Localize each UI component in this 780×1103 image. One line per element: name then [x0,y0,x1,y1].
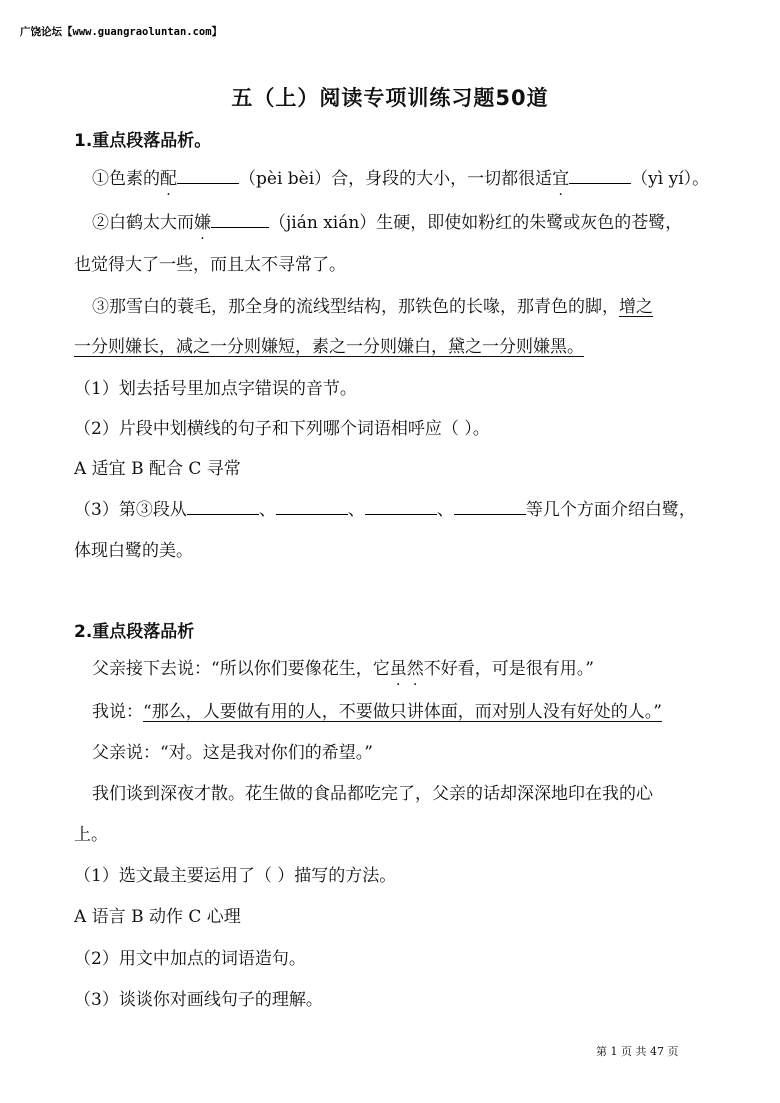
s1-p2-text-b: （jián xián）生硬，即使如粉红的朱鹭或灰色的苍鹭， [269,213,683,233]
s1-p3-text-a: ③那雪白的蓑毛，那全身的流线型结构，那铁色的长喙，那青色的脚， [92,297,619,317]
s2-p2-text-a: 我说： [92,702,143,722]
s1-question3 [74,495,710,520]
s1-p2-continued: 也觉得大了一些，而且太不寻常了。 [74,255,346,275]
separator: 、 [258,500,276,520]
answer-blank[interactable] [276,500,348,515]
s1-p1-text-c: （yì yí）。 [631,169,710,189]
s2-p1-text-a: 父亲接下去说：“所以你们要像花生，它 [92,659,390,679]
s2-paragraph3: 父亲说：“对。这是我对你们的希望。” [92,743,373,763]
underlined-sentence: “那么，人要做有用的人，不要做只讲体面，而对别人没有好处的人。” [143,702,662,722]
s2-paragraph4: 我们谈到深夜才散。花生做的食品都吃完了，父亲的话却深深地印在我的心 [92,784,653,804]
s1-p1-text-a: ①色素的 [92,169,160,189]
s1-paragraph1 [92,164,728,189]
s2-p1-text-b: 不好看，可是很有用。” [423,659,594,679]
s1-q3-text-b: 等几个方面介绍白鹭， [525,500,696,520]
s1-p1-text-b: （pèi bèi）合，身段的大小，一切都很适 [239,169,553,189]
s2-question1: （1）选文最主要运用了（ ）描写的方法。 [74,866,397,886]
s2-options: A 语言 B 动作 C 心理 [74,907,241,927]
s1-paragraph2 [92,208,728,233]
answer-blank[interactable] [365,500,437,515]
s1-question2: （2）片段中划横线的句子和下列哪个词语相呼应（ ）。 [74,419,490,439]
answer-blank[interactable] [569,169,631,184]
page-number: 第 1 页 共 47 页 [596,1045,679,1058]
separator: 、 [347,500,365,520]
s1-q3-text-a: （3）第③段从 [74,500,187,520]
page-title: 五（上）阅读专项训练习题50道 [231,86,549,110]
s1-paragraph3 [92,292,728,317]
dotted-char-ran: 然 [406,659,424,679]
dotted-char-pei: 配 [160,169,177,189]
answer-blank[interactable] [454,500,526,515]
section1-heading: 1.重点段落品析。 [74,131,212,151]
answer-blank[interactable] [187,500,259,515]
s2-paragraph2 [92,697,728,722]
s2-paragraph1 [92,654,728,679]
dotted-char-yi: 宜 [552,169,570,189]
dotted-char-xian: 嫌 [194,213,211,233]
answer-blank[interactable] [177,169,239,184]
s1-p3-continued [74,332,710,357]
s1-q3-continued: 体现白鹭的美。 [74,541,193,561]
s2-question3: （3）谈谈你对画线句子的理解。 [74,990,323,1010]
site-header: 广饶论坛【www.guangraoluntan.com】 [20,26,223,38]
section2-heading: 2.重点段落品析 [74,622,195,642]
s1-options: A 适宜 B 配合 C 寻常 [74,459,241,479]
answer-blank[interactable] [211,213,269,228]
separator: 、 [436,500,454,520]
s2-question2: （2）用文中加点的词语造句。 [74,949,306,969]
s2-p4-continued: 上。 [74,825,108,845]
s1-question1: （1）划去括号里加点字错误的音节。 [74,379,357,399]
s1-p2-text-a: ②白鹤太大而 [92,213,194,233]
underlined-sentence-end: 一分则嫌长，减之一分则嫌短，素之一分则嫌白，黛之一分则嫌黑。 [74,337,584,357]
underlined-sentence-start: 增之 [619,297,653,317]
dotted-char-sui: 虽 [389,659,407,679]
